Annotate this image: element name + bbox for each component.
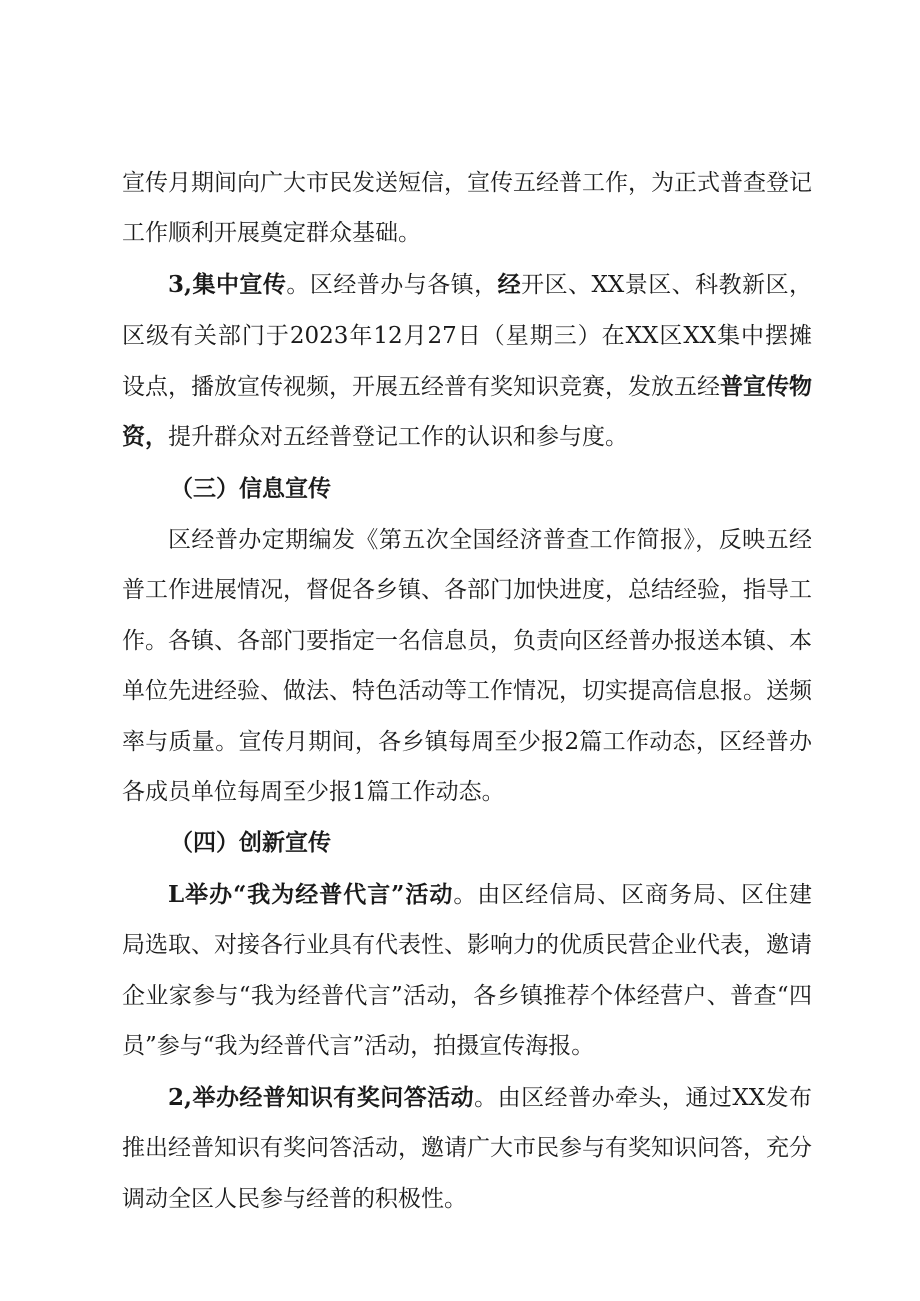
paragraph-2-line-4-a: 资， (122, 423, 168, 450)
paragraph-1-line-2: 工作顺利开展奠定群众基础。 (122, 220, 421, 246)
paragraph-2-line-1 (168, 270, 812, 300)
paragraph-3-line-2: 普工作进展情况，督促各乡镇、各部门加快进度，总结经验，指导工 (122, 577, 812, 603)
paragraph-2-text-a: 。区经普办与各镇， (286, 272, 498, 298)
paragraph-5-line-3: 调动全区人民参与经普的积极性。 (122, 1186, 467, 1212)
paragraph-5-line-2: 推出经普知识有奖问答活动，邀请广大市民参与有奖知识问答，充分 (122, 1135, 812, 1161)
paragraph-4-line-4: 员”参与“我为经普代言”活动，拍摄宣传海报。 (122, 1033, 595, 1059)
paragraph-3-line-6: 各成员单位每周至少报1篇工作动态。 (122, 779, 505, 805)
paragraph-1-line-1: 宣传月期间向广大市民发送短信，宣传五经普工作，为正式普查登记 (122, 170, 812, 196)
paragraph-2-line-4-b: 提升群众对五经普登记工作的认识和参与度。 (168, 424, 628, 450)
paragraph-4-line-3: 企业家参与“我为经普代言”活动，各乡镇推荐个体经营户、普查“四 (122, 983, 812, 1009)
paragraph-3-line-4: 单位先进经验、做法、特色活动等工作情况，切实提高信息报。送频 (122, 678, 812, 704)
paragraph-3-line-1: 区经普办定期编发《第五次全国经济普查工作简报》，反映五经 (168, 527, 812, 553)
paragraph-2-text-b: 经 (497, 271, 522, 298)
paragraph-3-line-3: 作。各镇、各部门要指定一名信息员，负责向区经普办报送本镇、本 (122, 628, 812, 654)
paragraph-3-line-5: 率与质量。宣传月期间，各乡镇每周至少报2篇工作动态，区经普办 (122, 729, 812, 755)
paragraph-5-line-1 (168, 1083, 812, 1113)
paragraph-5-lead: 2,举办经普知识有奖问答活动 (168, 1084, 475, 1111)
paragraph-2-line-3 (122, 372, 812, 402)
paragraph-2-line-2: 区级有关部门于2023年12月27日（星期三）在XX区XX集中摆摊 (122, 323, 812, 349)
paragraph-2-line-3-b: 普宣传物 (720, 373, 812, 400)
section-heading-innovation: （四）创新宣传 (170, 830, 331, 856)
paragraph-4-lead: L举办“我为经普代言”活动 (168, 881, 454, 908)
paragraph-4-line-2: 局选取、对接各行业具有代表性、影响力的优质民营企业代表，邀请 (122, 932, 812, 958)
paragraph-2-line-3-a: 设点，播放宣传视频，开展五经普有奖知识竞赛，发放五经 (122, 374, 720, 400)
paragraph-2-line-4 (122, 422, 812, 452)
paragraph-2-text-c: 开区、XX景区、科教新区， (521, 272, 813, 298)
paragraph-5-text: 。由区经普办牵头，通过XX发布 (474, 1085, 813, 1111)
paragraph-2-lead: 3,集中宣传 (168, 271, 287, 298)
paragraph-4-text: 。由区经信局、区商务局、区住建 (453, 882, 812, 908)
section-heading-information: （三）信息宣传 (170, 476, 331, 502)
paragraph-4-line-1 (168, 880, 812, 910)
